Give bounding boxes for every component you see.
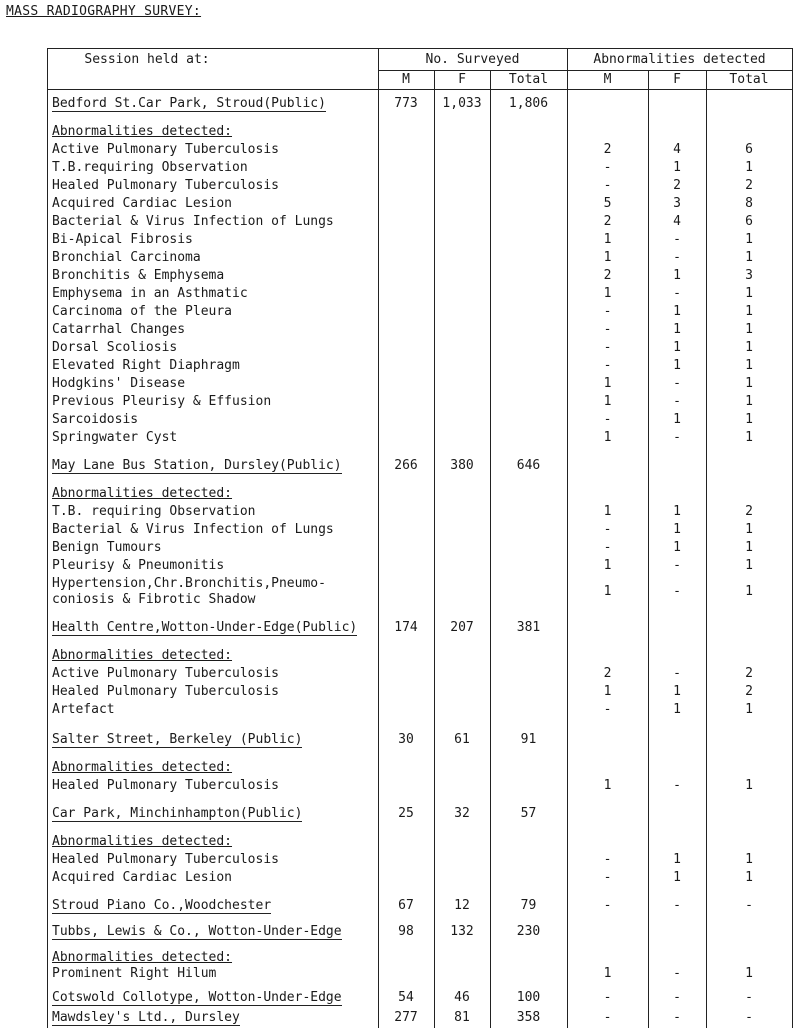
surveyed-f: 32 — [454, 806, 470, 821]
surveyed-m: 98 — [398, 924, 414, 939]
finding-m: - — [603, 702, 612, 717]
finding-label: Carcinoma of the Pleura — [52, 304, 233, 319]
finding-f: - — [673, 584, 681, 599]
finding-f: 1 — [673, 702, 681, 717]
finding-total: 1 — [745, 160, 753, 175]
surveyed-total: 79 — [520, 898, 537, 913]
finding-f: 1 — [673, 412, 681, 427]
header-f: F — [458, 72, 466, 87]
finding-label: Active Pulmonary Tuberculosis — [52, 666, 279, 681]
finding-label: Sarcoidosis — [52, 412, 139, 427]
finding-label: Hypertension,Chr.Bronchitis,Pneumo- — [52, 576, 326, 591]
surveyed-total: 230 — [516, 924, 541, 939]
finding-m: - — [603, 340, 612, 355]
finding-m: - — [603, 304, 612, 319]
finding-f: - — [673, 666, 681, 681]
session-name: Mawdsley's Ltd., Dursley — [52, 1010, 240, 1025]
header-session: Session held at: — [84, 52, 210, 67]
surveyed-total: 381 — [516, 620, 541, 635]
surveyed-m: 266 — [394, 458, 418, 473]
finding-label: Prominent Right Hilum — [52, 966, 217, 981]
abnormal-total: - — [745, 990, 753, 1005]
finding-m: 2 — [603, 268, 612, 283]
finding-f: - — [673, 286, 681, 301]
finding-label: Healed Pulmonary Tuberculosis — [52, 684, 279, 699]
finding-f: 1 — [673, 160, 681, 175]
finding-m: 1 — [603, 684, 612, 699]
header-abnormalities: Abnormalities detected — [593, 52, 766, 67]
finding-f: 1 — [673, 522, 681, 537]
header-subdivider — [378, 70, 792, 71]
abnormal-f: - — [673, 990, 681, 1005]
finding-f: - — [673, 430, 681, 445]
session-underline — [52, 1025, 240, 1026]
session-name: May Lane Bus Station, Dursley(Public) — [52, 458, 342, 473]
surveyed-total: 646 — [516, 458, 541, 473]
finding-total: 1 — [745, 852, 753, 867]
finding-m: 1 — [603, 778, 612, 793]
finding-m: 2 — [603, 666, 612, 681]
finding-total: 1 — [745, 376, 753, 391]
surveyed-total: 100 — [516, 990, 541, 1005]
finding-total: 1 — [745, 394, 753, 409]
finding-m: 1 — [603, 504, 612, 519]
finding-total: 1 — [745, 340, 753, 355]
finding-total: 1 — [745, 584, 753, 599]
abnormal-m: - — [603, 990, 612, 1005]
surveyed-f: 81 — [454, 1010, 470, 1025]
surveyed-total: 57 — [520, 806, 537, 821]
finding-total: 1 — [745, 430, 753, 445]
finding-label: Bi-Apical Fibrosis — [52, 232, 193, 247]
surveyed-f: 132 — [450, 924, 474, 939]
col-sep-surveyed — [378, 48, 379, 1028]
finding-m: - — [603, 852, 612, 867]
surveyed-m: 174 — [394, 620, 418, 635]
session-underline — [52, 747, 302, 748]
col-sep-total — [490, 70, 491, 1028]
finding-total: 3 — [745, 268, 753, 283]
abnormal-f: - — [673, 898, 681, 913]
surveyed-m: 30 — [398, 732, 414, 747]
table-top-border — [47, 48, 792, 49]
surveyed-f: 12 — [454, 898, 470, 913]
finding-m: - — [603, 412, 612, 427]
finding-f: 1 — [673, 268, 681, 283]
finding-label-cont: coniosis & Fibrotic Shadow — [52, 592, 256, 607]
surveyed-m: 773 — [394, 96, 418, 111]
finding-label: T.B. requiring Observation — [52, 504, 256, 519]
abnormal-m: - — [603, 898, 612, 913]
surveyed-m: 25 — [398, 806, 414, 821]
finding-total: 1 — [745, 540, 753, 555]
finding-m: - — [603, 178, 612, 193]
finding-total: 1 — [745, 702, 753, 717]
finding-f: 3 — [673, 196, 681, 211]
session-underline — [52, 473, 342, 474]
finding-m: - — [603, 522, 612, 537]
finding-m: 1 — [603, 558, 612, 573]
header-bottom-border — [47, 89, 792, 90]
finding-label: Elevated Right Diaphragm — [52, 358, 240, 373]
finding-f: - — [673, 394, 681, 409]
finding-total: 1 — [745, 522, 753, 537]
surveyed-f: 380 — [450, 458, 474, 473]
finding-f: 1 — [673, 504, 681, 519]
session-name: Bedford St.Car Park, Stroud(Public) — [52, 96, 326, 111]
table-left-border — [47, 48, 48, 1028]
finding-total: 1 — [745, 322, 753, 337]
finding-label: Bronchitis & Emphysema — [52, 268, 225, 283]
abnormal-f: - — [673, 1010, 681, 1025]
header-abn-total: Total — [729, 72, 769, 87]
finding-m: - — [603, 322, 612, 337]
finding-label: Active Pulmonary Tuberculosis — [52, 142, 279, 157]
finding-total: 2 — [745, 504, 753, 519]
finding-m: 1 — [603, 394, 612, 409]
finding-label: Bacterial & Virus Infection of Lungs — [52, 522, 334, 537]
abnormalities-label: Abnormalities detected: — [52, 648, 233, 663]
finding-label: Healed Pulmonary Tuberculosis — [52, 178, 279, 193]
finding-m: 1 — [603, 232, 612, 247]
finding-label: Hodgkins' Disease — [52, 376, 186, 391]
finding-label: Artefact — [52, 702, 115, 717]
finding-m: 5 — [603, 196, 612, 211]
finding-label: Acquired Cardiac Lesion — [52, 870, 233, 885]
finding-total: 6 — [745, 214, 753, 229]
surveyed-f: 61 — [454, 732, 470, 747]
finding-f: - — [673, 232, 681, 247]
header-abn-f: F — [673, 72, 681, 87]
session-underline — [52, 1005, 342, 1006]
finding-total: 8 — [745, 196, 753, 211]
abnormal-m: - — [603, 1010, 612, 1025]
finding-total: 2 — [745, 684, 753, 699]
finding-f: 4 — [673, 214, 681, 229]
finding-f: 1 — [673, 358, 681, 373]
finding-f: 4 — [673, 142, 681, 157]
finding-f: 1 — [673, 340, 681, 355]
finding-f: 1 — [673, 540, 681, 555]
finding-f: - — [673, 250, 681, 265]
col-sep-f — [434, 70, 435, 1028]
finding-f: - — [673, 376, 681, 391]
finding-m: - — [603, 160, 612, 175]
session-name: Salter Street, Berkeley (Public) — [52, 732, 303, 747]
finding-m: 1 — [603, 584, 612, 599]
finding-m: - — [603, 540, 612, 555]
surveyed-f: 46 — [454, 990, 470, 1005]
finding-label: Springwater Cyst — [52, 430, 178, 445]
page-title: MASS RADIOGRAPHY SURVEY: — [6, 4, 202, 19]
session-name: Health Centre,Wotton-Under-Edge(Public) — [52, 620, 358, 635]
finding-total: 6 — [745, 142, 753, 157]
finding-f: 1 — [673, 870, 681, 885]
session-underline — [52, 635, 357, 636]
finding-total: 2 — [745, 178, 753, 193]
finding-f: 1 — [673, 684, 681, 699]
finding-f: - — [673, 966, 681, 981]
header-abn-m: M — [603, 72, 612, 87]
finding-total: 1 — [745, 250, 753, 265]
session-underline — [52, 939, 342, 940]
finding-label: Healed Pulmonary Tuberculosis — [52, 852, 279, 867]
finding-label: Emphysema in an Asthmatic — [52, 286, 248, 301]
finding-total: 1 — [745, 558, 753, 573]
finding-label: Bacterial & Virus Infection of Lungs — [52, 214, 334, 229]
surveyed-total: 358 — [516, 1010, 541, 1025]
abnormalities-label: Abnormalities detected: — [52, 486, 233, 501]
finding-label: Catarrhal Changes — [52, 322, 186, 337]
session-name: Car Park, Minchinhampton(Public) — [52, 806, 303, 821]
finding-label: Pleurisy & Pneumonitis — [52, 558, 225, 573]
surveyed-f: 1,033 — [442, 96, 482, 111]
finding-m: 1 — [603, 286, 612, 301]
finding-f: 1 — [673, 304, 681, 319]
finding-f: 1 — [673, 322, 681, 337]
finding-total: 2 — [745, 666, 753, 681]
header-surveyed: No. Surveyed — [425, 52, 520, 67]
finding-m: - — [603, 870, 612, 885]
abnormalities-label: Abnormalities detected: — [52, 834, 233, 849]
finding-label: Bronchial Carcinoma — [52, 250, 201, 265]
finding-m: 2 — [603, 142, 612, 157]
finding-label: Acquired Cardiac Lesion — [52, 196, 233, 211]
finding-total: 1 — [745, 232, 753, 247]
finding-f: 2 — [673, 178, 681, 193]
session-underline — [52, 821, 302, 822]
table-right-border — [792, 48, 793, 1028]
abnormalities-label: Abnormalities detected: — [52, 760, 233, 775]
finding-m: 1 — [603, 250, 612, 265]
session-name: Tubbs, Lewis & Co., Wotton-Under-Edge — [52, 924, 342, 939]
finding-label: T.B.requiring Observation — [52, 160, 248, 175]
header-total: Total — [508, 72, 549, 87]
finding-f: - — [673, 558, 681, 573]
finding-m: - — [603, 358, 612, 373]
finding-m: 1 — [603, 430, 612, 445]
finding-total: 1 — [745, 304, 753, 319]
abnormal-total: - — [745, 1010, 753, 1025]
finding-total: 1 — [745, 778, 753, 793]
session-name: Stroud Piano Co.,Woodchester — [52, 898, 272, 913]
finding-f: - — [673, 778, 681, 793]
surveyed-m: 54 — [398, 990, 414, 1005]
finding-m: 1 — [603, 966, 612, 981]
finding-m: 2 — [603, 214, 612, 229]
session-underline — [52, 111, 326, 112]
surveyed-total: 1,806 — [508, 96, 549, 111]
session-underline — [52, 913, 271, 914]
surveyed-total: 91 — [520, 732, 537, 747]
abnormalities-label: Abnormalities detected: — [52, 950, 233, 965]
finding-total: 1 — [745, 966, 753, 981]
finding-total: 1 — [745, 358, 753, 373]
finding-f: 1 — [673, 852, 681, 867]
finding-m: 1 — [603, 376, 612, 391]
finding-total: 1 — [745, 870, 753, 885]
surveyed-f: 207 — [450, 620, 474, 635]
finding-total: 1 — [745, 286, 753, 301]
session-name: Cotswold Collotype, Wotton-Under-Edge — [52, 990, 342, 1005]
finding-total: 1 — [745, 412, 753, 427]
finding-label: Healed Pulmonary Tuberculosis — [52, 778, 279, 793]
finding-label: Benign Tumours — [52, 540, 162, 555]
abnormalities-label: Abnormalities detected: — [52, 124, 233, 139]
surveyed-m: 277 — [394, 1010, 418, 1025]
finding-label: Dorsal Scoliosis — [52, 340, 178, 355]
header-m: M — [402, 72, 410, 87]
finding-label: Previous Pleurisy & Effusion — [52, 394, 272, 409]
abnormal-total: - — [745, 898, 753, 913]
surveyed-m: 67 — [398, 898, 414, 913]
